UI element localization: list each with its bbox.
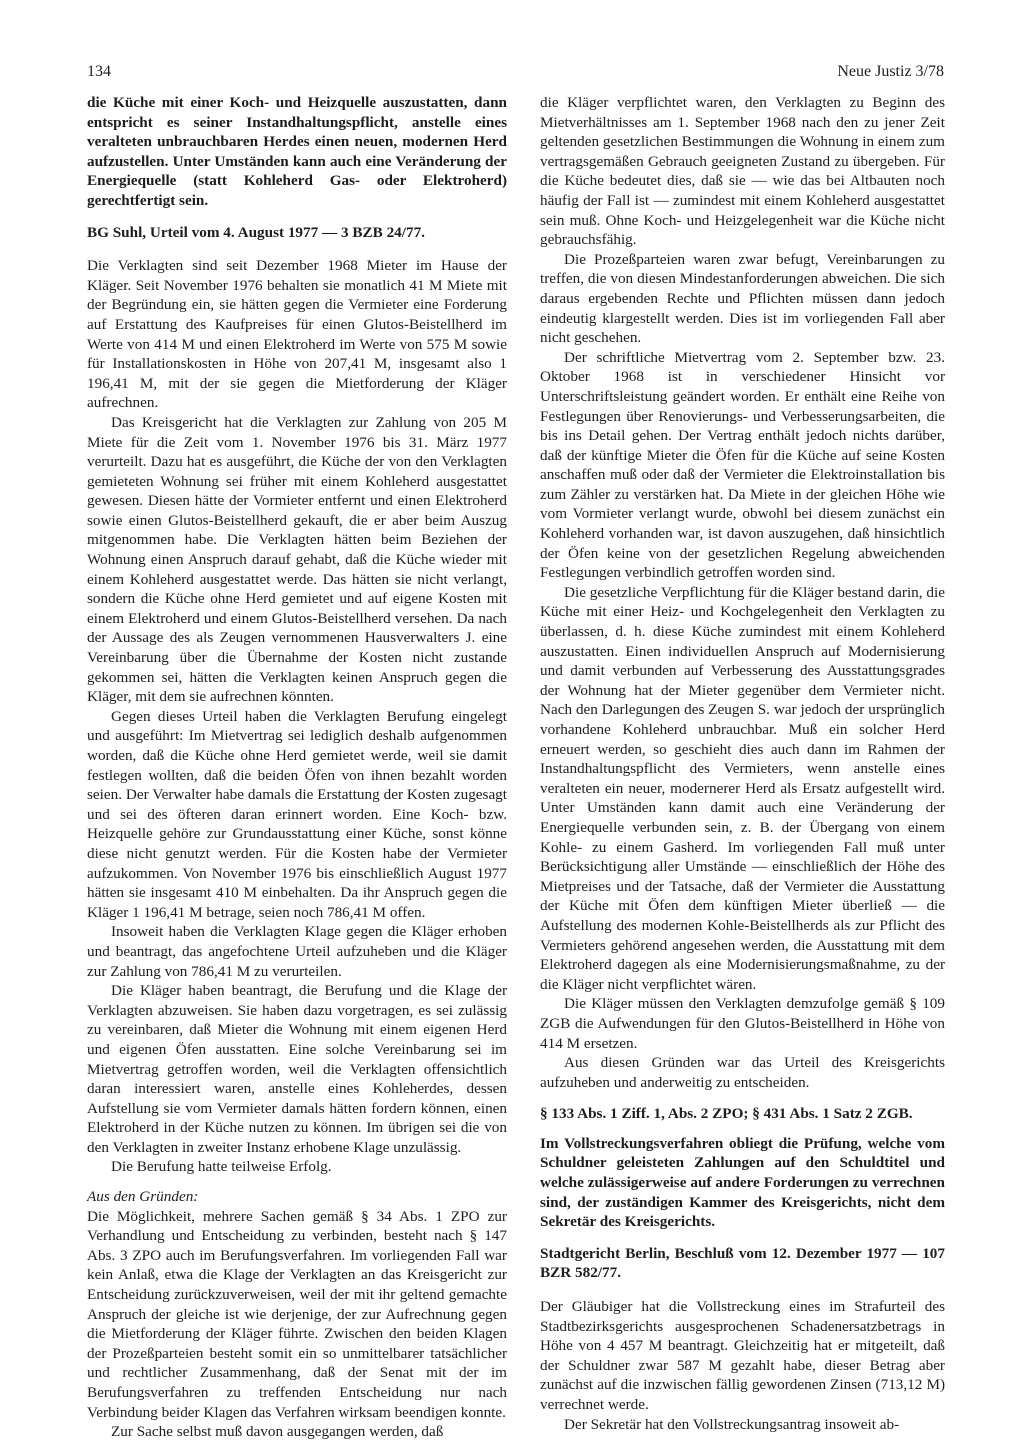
body-paragraph: Die Kläger haben beantragt, die Berufung und die Klage der Verklagten abzuweisen. Sie haben dazu vorgetragen, es sei zulässig zu vereinbaren, daß Mieter die Wohnung mit einem eigenen Herd und eigenen Öfen ausstatten. Eine solche Vereinbarung sei im Mietvertrag getroffen worden, weil die Verklagten offensichtlich daran interessiert waren, anstelle eines Kohleherdes, dessen Aufstellung sie vom Vermieter damals hätten fordern können, einen Elektroherd in der Küche nutzen zu können. Im übrigen sei die von den Verklagten in zweiter Instanz erhobene Klage unzulässig. (87, 982, 507, 1156)
body-paragraph: Zur Sache selbst muß davon ausgegangen werden, daß (111, 1423, 444, 1441)
body-paragraph: Aus diesen Gründen war das Urteil des Kreisgerichts aufzuheben und anderweitig zu entscheiden. (540, 1054, 945, 1091)
page-header (87, 62, 944, 82)
body-paragraph: Die Prozeßparteien waren zwar befugt, Vereinbarungen zu treffen, die von diesen Mindestanforderungen abweichen. Die sich daraus ergebenden Rechte und Pflichten müssen dann jedoch eindeutig klargestellt werden. Dies ist im vorliegenden Fall aber nicht geschehen. (540, 250, 945, 347)
court-citation: Stadtgericht Berlin, Beschluß vom 12. Dezember 1977 — 107 BZR 582/77. (540, 1244, 945, 1282)
body-paragraph: Die Verklagten sind seit Dezember 1968 Mieter im Hause der Kläger. Seit November 1976 behalten sie monatlich 41 M Miete mit der Begründung ein, sie hätten gegen die Vermieter eine Forderung auf Erstattung des Kaufpreises für einen Glutos-Beistellherd im Werte von 414 M und einen Elektroherd im Werte von 575 M sowie für Installationskosten in Höhe von 207,41 M, insgesamt also 1 196,41 M, mit der sie gegen die Mietforderung der Kläger aufrechnen. (87, 257, 507, 412)
page-number: 134 (87, 63, 111, 80)
body-paragraph: Die Möglichkeit, mehrere Sachen gemäß § 34 Abs. 1 ZPO zur Verhandlung und Entscheidung zu verbinden, besteht nach § 147 Abs. 3 ZPO auch im Berufungsverfahren. Im vorliegenden Fall war kein Anlaß, etwa die Klage der Verklagten an das Kreisgericht zur Entscheidung zurückzuverweisen, weil der mit ihr geltend gemachte Anspruch der gleiche ist wie derjenige, der zur Aufrechnung gegen die Mietforderung der Kläger führte. Zwischen den beiden Klagen der Prozeßparteien besteht somit ein so unmittelbarer tatsächlicher und rechtlicher Zusammenhang, daß der Senat mit der im Berufungsverfahren zu treffenden Entscheidung nur nach Verbindung beider Klagen das Verfahren wirksam beendigen konnte. (87, 1207, 507, 1421)
headnote: Im Vollstreckungsverfahren obliegt die Prüfung, welche vom Schuldner geleisteten Zahlungen auf den Schuldtitel und welche zulässigerweise auf andere Forderungen zu verrechnen sind, der zuständigen Kammer des Kreisgerichts, nicht dem Sekretär des Kreisgerichts. (540, 1134, 945, 1231)
body-paragraph: Der schriftliche Mietvertrag vom 2. September bzw. 23. Oktober 1968 ist in verschiedener Hinsicht vor Unterschriftsleistung geändert worden. Er enthält eine Reihe von Festlegungen über Renovierungs- und Verbesserungsarbeiten, die bis ins Detail gehen. Der Vertrag enthält jedoch nichts darüber, daß der künftige Mieter die Öfen für die Küche auf seine Kosten anschaffen muß oder daß der Vermieter die Elektroinstallation bis zum Zähler zu verstärken hat. Da Miete in der gleichen Höhe wie vom Vormieter verlangt wurde, obwohl bei diesem zunächst ein Kohleherd vorhanden war, ist davon auszugehen, daß hinsichtlich der Öfen keine von der gesetzlichen Regelung abweichenden Festlegungen verbindlich getroffen worden sind. (540, 348, 945, 582)
left-column (87, 93, 507, 1442)
body-paragraph: Der Gläubiger hat die Vollstreckung eines im Strafurteil des Stadtbezirksgerichts ausgesprochenen Schadenersatzbetrags in Höhe von 4 457 M beantragt. Gleichzeitig hat er mitgeteilt, daß der Schuldner zwar 587 M gezahlt habe, dieser Betrag aber zunächst auf die inzwischen fällig gewordenen Zinsen (713,12 M) verrechnet werde. (540, 1298, 945, 1413)
body-paragraph: Die Kläger müssen den Verklagten demzufolge gemäß § 109 ZGB die Aufwendungen für den Glutos-Beistellherd in Höhe von 414 M ersetzen. (540, 995, 945, 1052)
right-column (540, 93, 945, 1434)
headnote-continuation: die Küche mit einer Koch- und Heizquelle auszustatten, dann entspricht es seiner Instandhaltungspflicht, anstelle eines veralteten unbrauchbaren Herdes einen neuen, modernen Herd aufzustellen. Unter Umständen kann auch eine Veränderung der Energiequelle (statt Kohleherd Gas- oder Elektroherd) gerechtfertigt sein. (87, 94, 507, 209)
body-paragraph: Das Kreisgericht hat die Verklagten zur Zahlung von 205 M Miete für die Zeit vom 1. November 1976 bis 31. März 1977 verurteilt. Dazu hat es ausgeführt, die Küche der von den Verklagten gemieteten Wohnung sei früher mit einem Kohleherd ausgestattet gewesen. Diesen hätte der Vormieter entfernt und einen Elektroherd sowie einen Glutos-Beistellherd gekauft, die er aber beim Auszug mitgenommen habe. Die Verklagten hätten beim Beziehen der Wohnung einen Anspruch darauf gehabt, daß die Küche wieder mit einem Kohleherd ausgestattet werde. Das hätten sie nicht verlangt, sondern die Küche ohne Herd gemietet und auf eigene Kosten mit einem Elektroherd und einem Glutos-Beistellherd versehen. Da nach der Aussage des als Zeugen vernommenen Hausverwalters J. eine Vereinbarung über die Übernahme der Kosten nicht zustande gekommen sei, hätten die Verklagten keinen Anspruch gegen die Kläger, mit dem sie aufrechnen könnten. (87, 413, 507, 706)
section-subheading: Aus den Gründen: (87, 1188, 199, 1206)
body-paragraph: Der Sekretär hat den Vollstreckungsantrag insoweit ab- (564, 1415, 900, 1433)
body-paragraph: die Kläger verpflichtet waren, den Verklagten zu Beginn des Mietverhältnisses am 1. September 1968 nach den zu jener Zeit geltenden gesetzlichen Bestimmungen die Wohnung in einem zum vertragsgemäßen Gebrauch geeigneten Zustand zu übergeben. Für die Küche bedeutet dies, daß sie — wie das bei Altbauten noch häufig der Fall ist — zumindest mit einem Kohleherd ausgestattet sein muß. Ohne Koch- und Heizgelegenheit war die Küche nicht gebrauchsfähig. (540, 94, 945, 249)
body-paragraph: Die gesetzliche Verpflichtung für die Kläger bestand darin, die Küche mit einer Heiz- und Kochgelegenheit den Verklagten zu überlassen, d. h. diese Küche zumindest mit einem Kohleherd auszustatten. Einen individuellen Anspruch auf Modernisierung und damit verbunden auf Verbesserung des Ausstattungsgrades der Wohnung hat der Mieter gegenüber dem Vermieter nicht. Nach den Darlegungen des Zeugen S. war jedoch der ursprünglich vorhandene Kohleherd unbrauchbar. Muß ein solcher Herd erneuert werden, so geschieht dies auch dann im Rahmen der Instandhaltungspflicht des Vermieters, wenn anstelle eines veralteten ein neuer, modernerer Herd als Ersatz aufgestellt wird. Unter Umständen kann damit auch eine Veränderung der Energiequelle verbunden sein, z. B. der Übergang von einem Kohle- zu einem Gasherd. Im vorliegenden Fall muß unter Berücksichtigung aller Umstände — einschließlich der Höhe des Mietpreises und der Tatsache, daß der Vermieter die Ausstattung der Küche mit Öfen dem künftigen Mieter überließ — die Aufstellung des modernen Kohle-Beistellherds als zur Pflicht des Vermieters gehörend angesehen werden, die Ausstattung mit dem Elektroherd dagegen als eine Modernisierungsmaßnahme, zu der die Kläger nicht verpflichtet wären. (540, 583, 945, 993)
body-paragraph: Die Berufung hatte teilweise Erfolg. (111, 1158, 332, 1176)
journal-issue: Neue Justiz 3/78 (837, 63, 944, 80)
statute-reference: § 133 Abs. 1 Ziff. 1, Abs. 2 ZPO; § 431 Abs. 1 Satz 2 ZGB. (540, 1105, 913, 1123)
court-citation: BG Suhl, Urteil vom 4. August 1977 — 3 BZB 24/77. (87, 223, 425, 241)
body-paragraph: Gegen dieses Urteil haben die Verklagten Berufung eingelegt und ausgeführt: Im Mietvertrag sei lediglich deshalb aufgenommen worden, daß die Küche ohne Herd gemietet werde, weil sie damit festlegen wollten, daß die beiden Öfen von ihnen bezahlt worden seien. Der Verwalter habe damals die Erstattung der Kosten zugesagt und sei des öfteren daran erinnert worden. Eine Koch- bzw. Heizquelle gehöre zur Grundausstattung einer Küche, sonst könne diese nicht genutzt werden. Für die Kosten habe der Vermieter aufzukommen. Von November 1976 bis einschließlich August 1977 hätten sie insgesamt 410 M einbehalten. Da ihr Anspruch gegen die Kläger 1 196,41 M betrage, seien noch 786,41 M offen. (87, 707, 507, 921)
body-paragraph: Insoweit haben die Verklagten Klage gegen die Kläger erhoben und beantragt, das angefochtene Urteil aufzuheben und die Kläger zur Zahlung von 786,41 M zu verurteilen. (87, 923, 507, 980)
